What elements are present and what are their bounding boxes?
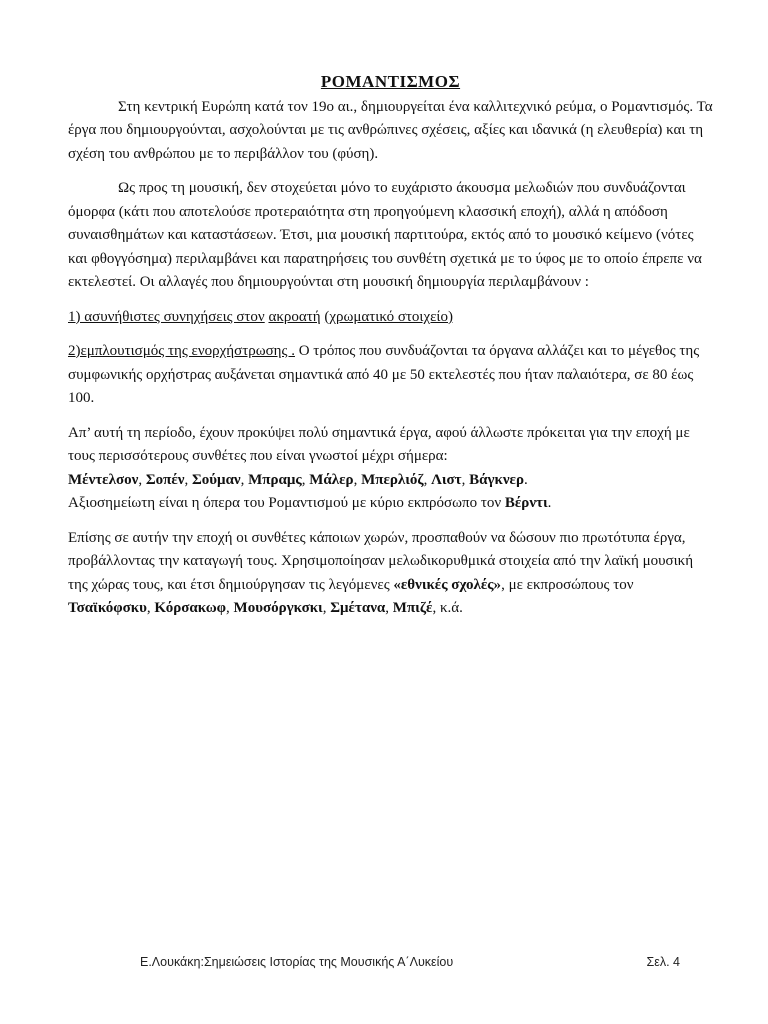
item1-part2: ακροατή <box>268 308 321 325</box>
composer-name: Σοπέν <box>145 471 185 488</box>
item1-part3: (χρωματικό στοιχείο) <box>324 308 453 325</box>
national-schools-term: «εθνικές σχολές» <box>393 576 502 593</box>
footer-author: Ε.Λουκάκη:Σημειώσεις Ιστορίας της Μουσικής Α΄Λυκείου <box>140 955 454 969</box>
national-schools-text: Επίσης σε αυτήν την εποχή οι συνθέτες κάποιων χωρών, προσπαθούν να δώσουν πιο πρωτότυπα έργα, προβάλλοντας την καταγωγή τους. Χρησιμοποίησαν μελωδικορυθμικά στοιχεία από την λαϊκή μουσική της χώρας τους, και έτσι δημιούργησαν τις λεγόμενες <box>68 529 694 593</box>
composer-name: Μπερλιόζ <box>361 471 424 488</box>
national-schools-mid: , με εκπροσώπους τον <box>501 576 634 593</box>
national-schools-end: κ.ά. <box>439 600 463 616</box>
representative-name: Σμέτανα <box>330 600 386 616</box>
opera-composer: Βέρντι <box>504 495 548 511</box>
composer-name: Μπραμς <box>248 471 302 488</box>
composer-name: Σούμαν <box>191 471 241 488</box>
list-item-2 <box>68 340 713 411</box>
representative-name: Μπιζέ <box>392 600 433 616</box>
item1-part1: 1) ασυνήθιστες συνηχήσεις στον <box>68 308 265 325</box>
list-item-1 <box>68 306 713 330</box>
composers-intro: Απ’ αυτή τη περίοδο, έχουν προκύψει πολύ σημαντικά έργα, αφού άλλωστε πρόκειται για την εποχή με τους περισσότερους συνθέτες που είναι γνωστοί μέχρι σήμερα: <box>68 424 690 464</box>
composer-name: Μάλερ <box>309 471 354 488</box>
opera-text: Αξιοσημείωτη είναι η όπερα του Ρομαντισμού με κύριο εκπρόσωπο τον <box>68 495 505 511</box>
representative-name: Τσαϊκόφσκυ <box>68 600 147 616</box>
composer-name: Μέντελσον <box>68 471 139 488</box>
composer-name: Βάγκνερ <box>469 471 524 488</box>
composer-name: Λιστ <box>431 471 462 488</box>
paragraph-national-schools: Επίσης σε αυτήν την εποχή οι συνθέτες κάποιων χωρών, προσπαθούν να δώσουν πιο πρωτότυπα έργα, προβάλλοντας την καταγωγή τους. Χρησιμοποίησαν μελωδικορυθμικά στοιχεία από την λαϊκή μουσική της χώρας τους, και έτσι δημιούργησαν τις λεγόμενες «εθνικές σχολές», με εκπροσώπους τον Τσαϊκόφσκυ, Κόρσακωφ, Μουσόργκσκι, Σμέτανα, Μπιζέ, κ.ά. <box>68 529 694 616</box>
paragraph-intro: Στη κεντρική Ευρώπη κατά τον 19ο αι., δημιουργείται ένα καλλιτεχνικό ρεύμα, ο Ρομαντισμός. Τα έργα που δημιουργούνται, ασχολούνται με τις ανθρώπινες σχέσεις, αξίες και ιδανικά (η ελευθερία) και τη σχέση του ανθρώπου με το περιβάλλον του (φύση). <box>68 98 713 162</box>
page-number: Σελ. 4 <box>646 955 680 969</box>
paragraph-music: Ως προς τη μουσική, δεν στοχεύεται μόνο το ευχάριστο άκουσμα μελωδιών που συνδυάζονται όμορφα (κάτι που αποτελούσε προτεραιότητα στη προηγούμενη κλασσική εποχή), αλλά η απόδοση συναισθημάτων και καταστάσεων. Έτσι, μια μουσική παρτιτούρα, εκτός από το μουσικό κείμενο (νότες και φθογγόσημα) περιλαμβάνει και παρατηρήσεις του συνθέτη σχετικά με το ύφος με το οποίο έπρεπε να εκτελεστεί. Οι αλλαγές που δημιουργούνται στη μουσική δημιουργία περιλαμβάνουν : <box>68 180 702 290</box>
item2-label: 2)εμπλουτισμός της ενορχήστρωσης . <box>68 343 295 359</box>
representative-name: Κόρσακωφ <box>154 600 227 616</box>
page-footer <box>140 955 680 969</box>
paragraph-composers: Απ’ αυτή τη περίοδο, έχουν προκύψει πολύ σημαντικά έργα, αφού άλλωστε πρόκειται για την εποχή με τους περισσότερους συνθέτες που είναι γνωστοί μέχρι σήμερα: Μέντελσον, Σοπέν, Σούμαν, Μπραμς, Μάλερ, Μπερλιόζ, Λιστ, Βάγκνερ. Αξιοσημείωτη είναι η όπερα του Ρομαντισμού με κύριο εκπρόσωπο τον Βέρντι. <box>68 424 690 511</box>
page-title: ΡΟΜΑΝΤΙΣΜΟΣ <box>320 72 461 91</box>
representative-name: Μουσόργκσκι <box>233 600 323 616</box>
document-page <box>68 70 713 632</box>
item2-text: Ο τρόπος που συνδυάζονται τα όργανα αλλάζει και το μέγεθος της συμφωνικής ορχήστρας αυξάνεται σημαντικά από 40 με 50 εκτελεστές που ήταν παλαιότερα, σε 80 έως 100. <box>68 343 700 406</box>
